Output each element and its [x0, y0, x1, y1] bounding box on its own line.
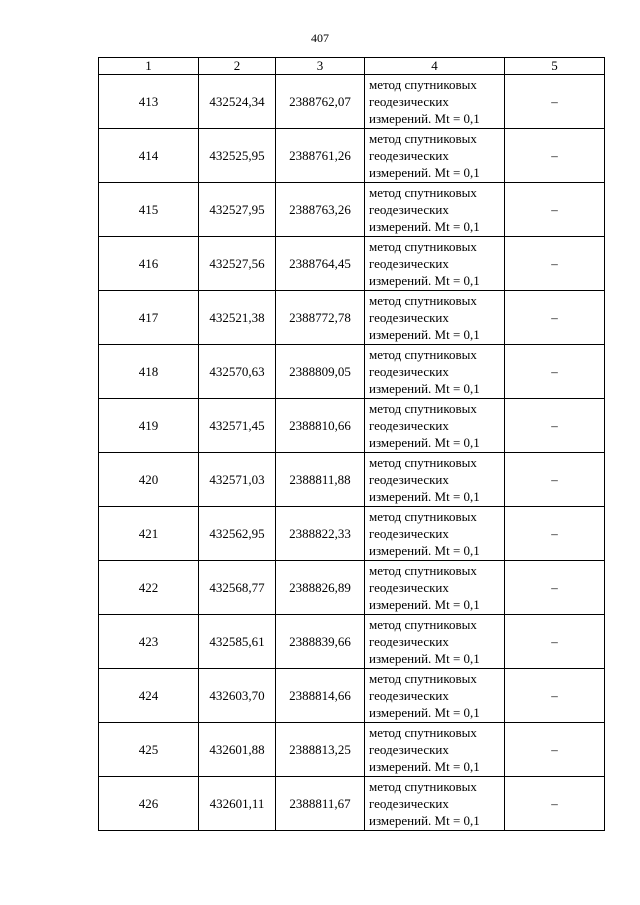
- method-cell: [365, 399, 505, 453]
- table-row: [99, 777, 605, 831]
- note-cell: –: [505, 129, 605, 183]
- table-row: [99, 291, 605, 345]
- coordinate-x-cell: 432601,11: [199, 777, 276, 831]
- method-line: метод спутниковых: [369, 401, 477, 416]
- method-line: геодезических: [369, 634, 449, 649]
- point-number-cell: 419: [99, 399, 199, 453]
- point-number-cell: 420: [99, 453, 199, 507]
- coordinate-x-cell: 432525,95: [199, 129, 276, 183]
- point-number-cell: 415: [99, 183, 199, 237]
- coordinate-x-cell: 432524,34: [199, 75, 276, 129]
- point-number-cell: 416: [99, 237, 199, 291]
- note-cell: –: [505, 777, 605, 831]
- column-header: 1: [99, 58, 199, 75]
- point-number-cell: 423: [99, 615, 199, 669]
- coordinate-y-cell: 2388826,89: [276, 561, 365, 615]
- point-number-cell: 425: [99, 723, 199, 777]
- coordinate-y-cell: 2388839,66: [276, 615, 365, 669]
- method-cell: [365, 507, 505, 561]
- method-cell: [365, 453, 505, 507]
- method-line: измерений. Mt = 0,1: [369, 381, 480, 396]
- method-line: измерений. Mt = 0,1: [369, 597, 480, 612]
- table-row: [99, 507, 605, 561]
- coordinate-y-cell: 2388811,67: [276, 777, 365, 831]
- coordinate-x-cell: 432521,38: [199, 291, 276, 345]
- method-line: геодезических: [369, 580, 449, 595]
- note-cell: –: [505, 615, 605, 669]
- coordinate-y-cell: 2388764,45: [276, 237, 365, 291]
- method-cell: [365, 615, 505, 669]
- note-cell: –: [505, 183, 605, 237]
- table-row: [99, 615, 605, 669]
- table-row: [99, 453, 605, 507]
- method-line: метод спутниковых: [369, 347, 477, 362]
- table-row: [99, 75, 605, 129]
- method-line: геодезических: [369, 364, 449, 379]
- coordinate-y-cell: 2388822,33: [276, 507, 365, 561]
- coordinate-y-cell: 2388762,07: [276, 75, 365, 129]
- method-line: метод спутниковых: [369, 455, 477, 470]
- coordinate-x-cell: 432585,61: [199, 615, 276, 669]
- method-cell: [365, 237, 505, 291]
- method-line: геодезических: [369, 310, 449, 325]
- note-cell: –: [505, 723, 605, 777]
- method-line: измерений. Mt = 0,1: [369, 489, 480, 504]
- table-body: [99, 75, 605, 831]
- method-line: геодезических: [369, 418, 449, 433]
- method-cell: [365, 345, 505, 399]
- table-row: [99, 723, 605, 777]
- method-line: измерений. Mt = 0,1: [369, 813, 480, 828]
- column-header: 3: [276, 58, 365, 75]
- method-cell: [365, 75, 505, 129]
- method-line: геодезических: [369, 796, 449, 811]
- table-row: [99, 561, 605, 615]
- method-line: метод спутниковых: [369, 671, 477, 686]
- method-line: измерений. Mt = 0,1: [369, 543, 480, 558]
- method-line: метод спутниковых: [369, 77, 477, 92]
- method-line: метод спутниковых: [369, 617, 477, 632]
- method-line: геодезических: [369, 148, 449, 163]
- method-line: метод спутниковых: [369, 239, 477, 254]
- coordinate-y-cell: 2388761,26: [276, 129, 365, 183]
- note-cell: –: [505, 75, 605, 129]
- note-cell: –: [505, 561, 605, 615]
- method-line: измерений. Mt = 0,1: [369, 651, 480, 666]
- note-cell: –: [505, 507, 605, 561]
- note-cell: –: [505, 291, 605, 345]
- point-number-cell: 417: [99, 291, 199, 345]
- coordinate-x-cell: 432568,77: [199, 561, 276, 615]
- method-cell: [365, 561, 505, 615]
- column-header: 4: [365, 58, 505, 75]
- header-row: [99, 58, 605, 75]
- method-cell: [365, 669, 505, 723]
- method-line: геодезических: [369, 688, 449, 703]
- method-cell: [365, 183, 505, 237]
- coordinate-y-cell: 2388772,78: [276, 291, 365, 345]
- method-line: геодезических: [369, 742, 449, 757]
- coordinate-x-cell: 432562,95: [199, 507, 276, 561]
- coordinate-x-cell: 432527,56: [199, 237, 276, 291]
- point-number-cell: 424: [99, 669, 199, 723]
- coordinate-x-cell: 432571,03: [199, 453, 276, 507]
- method-line: геодезических: [369, 526, 449, 541]
- method-cell: [365, 291, 505, 345]
- table-row: [99, 129, 605, 183]
- coordinate-y-cell: 2388809,05: [276, 345, 365, 399]
- note-cell: –: [505, 453, 605, 507]
- note-cell: –: [505, 399, 605, 453]
- point-number-cell: 421: [99, 507, 199, 561]
- coordinates-table: [98, 57, 605, 831]
- method-line: геодезических: [369, 94, 449, 109]
- method-line: измерений. Mt = 0,1: [369, 327, 480, 342]
- table-row: [99, 237, 605, 291]
- table-row: [99, 399, 605, 453]
- table-row: [99, 345, 605, 399]
- method-line: метод спутниковых: [369, 725, 477, 740]
- coordinate-y-cell: 2388814,66: [276, 669, 365, 723]
- table-row: [99, 183, 605, 237]
- table-row: [99, 669, 605, 723]
- method-cell: [365, 777, 505, 831]
- coordinate-x-cell: 432571,45: [199, 399, 276, 453]
- method-line: метод спутниковых: [369, 293, 477, 308]
- method-cell: [365, 723, 505, 777]
- coordinate-y-cell: 2388813,25: [276, 723, 365, 777]
- method-line: метод спутниковых: [369, 563, 477, 578]
- method-line: метод спутниковых: [369, 131, 477, 146]
- method-line: геодезических: [369, 472, 449, 487]
- point-number-cell: 414: [99, 129, 199, 183]
- note-cell: –: [505, 669, 605, 723]
- method-line: геодезических: [369, 202, 449, 217]
- method-line: измерений. Mt = 0,1: [369, 219, 480, 234]
- page-number: 407: [311, 31, 329, 45]
- method-cell: [365, 129, 505, 183]
- method-line: метод спутниковых: [369, 509, 477, 524]
- coordinate-x-cell: 432601,88: [199, 723, 276, 777]
- column-header: 5: [505, 58, 605, 75]
- point-number-cell: 413: [99, 75, 199, 129]
- coordinate-y-cell: 2388810,66: [276, 399, 365, 453]
- method-line: измерений. Mt = 0,1: [369, 111, 480, 126]
- method-line: метод спутниковых: [369, 185, 477, 200]
- point-number-cell: 422: [99, 561, 199, 615]
- method-line: измерений. Mt = 0,1: [369, 273, 480, 288]
- method-line: измерений. Mt = 0,1: [369, 705, 480, 720]
- method-line: метод спутниковых: [369, 779, 477, 794]
- coordinate-x-cell: 432603,70: [199, 669, 276, 723]
- method-line: геодезических: [369, 256, 449, 271]
- column-header: 2: [199, 58, 276, 75]
- point-number-cell: 426: [99, 777, 199, 831]
- coordinate-y-cell: 2388811,88: [276, 453, 365, 507]
- coordinate-x-cell: 432570,63: [199, 345, 276, 399]
- coordinate-y-cell: 2388763,26: [276, 183, 365, 237]
- note-cell: –: [505, 345, 605, 399]
- method-line: измерений. Mt = 0,1: [369, 435, 480, 450]
- note-cell: –: [505, 237, 605, 291]
- point-number-cell: 418: [99, 345, 199, 399]
- method-line: измерений. Mt = 0,1: [369, 165, 480, 180]
- method-line: измерений. Mt = 0,1: [369, 759, 480, 774]
- coordinate-x-cell: 432527,95: [199, 183, 276, 237]
